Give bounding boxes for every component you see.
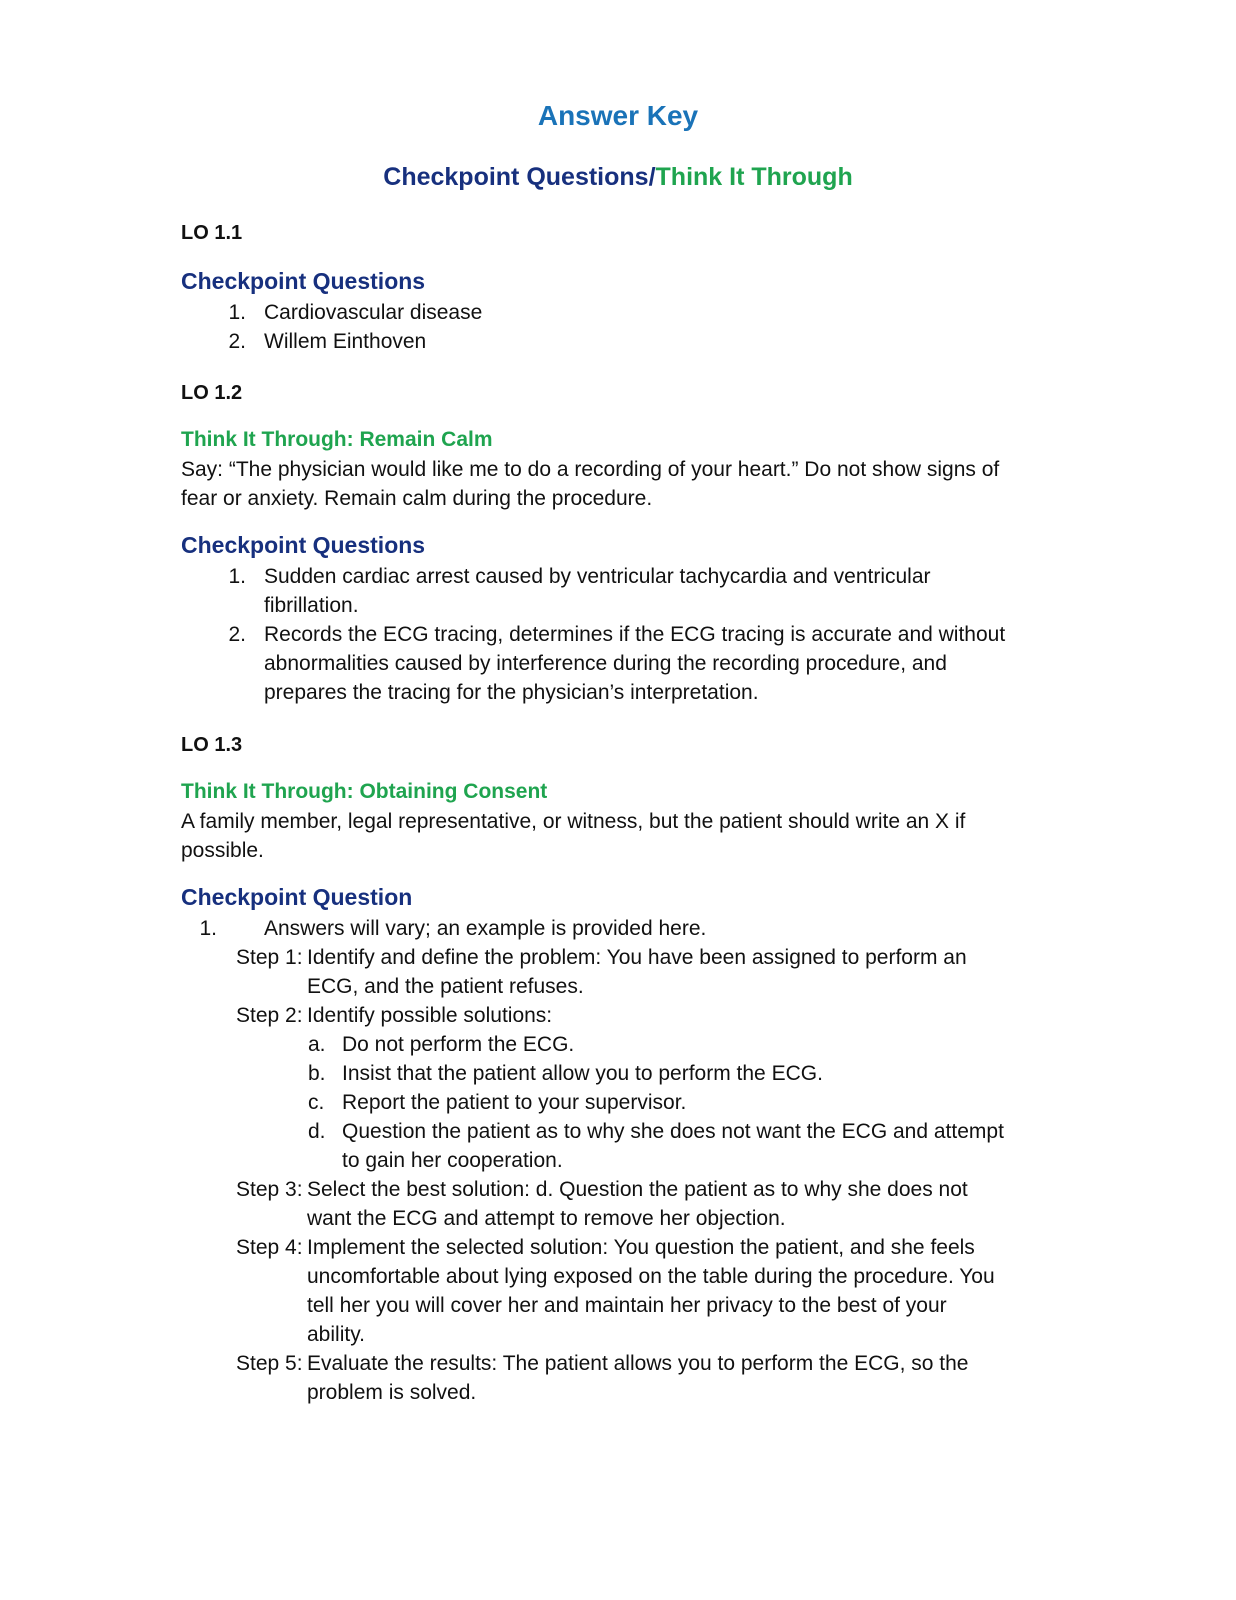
solution-line: Report the patient to your supervisor. [342,1091,687,1114]
page-title: Answer Key [537,100,699,131]
subtitle-checkpoint: Checkpoint Questions/ [383,163,656,191]
lo-1-1-checkpoint-heading: Checkpoint Questions [181,268,426,294]
list-item-number: 1. [228,565,246,588]
step-line: uncomfortable about lying exposed on the table during the procedure. You [307,1265,995,1288]
step-label: Step 3: [236,1178,303,1201]
solution-letter: a. [308,1033,326,1056]
list-item: Answers will vary; an example is provided here. [264,917,707,940]
lo-1-2-checkpoint-heading: Checkpoint Questions [181,532,426,558]
lo-1-2-label: LO 1.2 [181,382,243,404]
list-item-number: 1. [199,917,217,940]
lo-1-3-checkpoint-heading: Checkpoint Question [181,884,413,910]
solution-line: Question the patient as to why she does not want the ECG and attempt [342,1120,1004,1143]
think-text-line: possible. [181,839,264,862]
lo-1-2-think-heading: Think It Through: Remain Calm [181,428,493,451]
page-subtitle [0,163,1236,192]
think-text-line: fear or anxiety. Remain calm during the procedure. [181,487,653,510]
step-line: want the ECG and attempt to remove her objection. [307,1207,786,1230]
think-text-line: A family member, legal representative, or witness, but the patient should write an X if [181,810,966,833]
step-line: Evaluate the results: The patient allows you to perform the ECG, so the [307,1352,969,1375]
subtitle-think: Think It Through [655,163,853,191]
step-line: Implement the selected solution: You question the patient, and she feels [307,1236,975,1259]
list-item-line: fibrillation. [264,594,359,617]
step-line: Select the best solution: d. Question the patient as to why she does not [307,1178,968,1201]
list-item: Willem Einthoven [264,330,427,353]
solution-line: to gain her cooperation. [342,1149,563,1172]
step-line: tell her you will cover her and maintain her privacy to the best of your [307,1294,947,1317]
step-line: Identify and define the problem: You have been assigned to perform an [307,946,967,969]
lo-1-3-think-heading: Think It Through: Obtaining Consent [181,780,548,803]
list-item-number: 2. [228,330,246,353]
step-label: Step 5: [236,1352,303,1375]
list-item-line: prepares the tracing for the physician’s interpretation. [264,681,759,704]
list-item: Cardiovascular disease [264,301,483,324]
list-item-number: 2. [228,623,246,646]
solution-letter: b. [308,1062,326,1085]
step-line: Identify possible solutions: [307,1004,553,1027]
lo-1-3-label: LO 1.3 [181,734,243,756]
solution-letter: d. [308,1120,326,1143]
step-label: Step 1: [236,946,303,969]
list-item-line: abnormalities caused by interference during the recording procedure, and [264,652,947,675]
list-item-line: Records the ECG tracing, determines if the ECG tracing is accurate and without [264,623,1006,646]
step-line: problem is solved. [307,1381,477,1404]
list-item-line: Sudden cardiac arrest caused by ventricular tachycardia and ventricular [264,565,931,588]
step-label: Step 4: [236,1236,303,1259]
solution-line: Do not perform the ECG. [342,1033,575,1056]
step-line: ECG, and the patient refuses. [307,975,584,998]
list-item-number: 1. [228,301,246,324]
lo-1-1-label: LO 1.1 [181,222,243,244]
solution-line: Insist that the patient allow you to perform the ECG. [342,1062,823,1085]
solution-letter: c. [308,1091,325,1114]
step-line: ability. [307,1323,365,1346]
step-label: Step 2: [236,1004,303,1027]
think-text-line: Say: “The physician would like me to do a recording of your heart.” Do not show signs of [181,458,1000,481]
